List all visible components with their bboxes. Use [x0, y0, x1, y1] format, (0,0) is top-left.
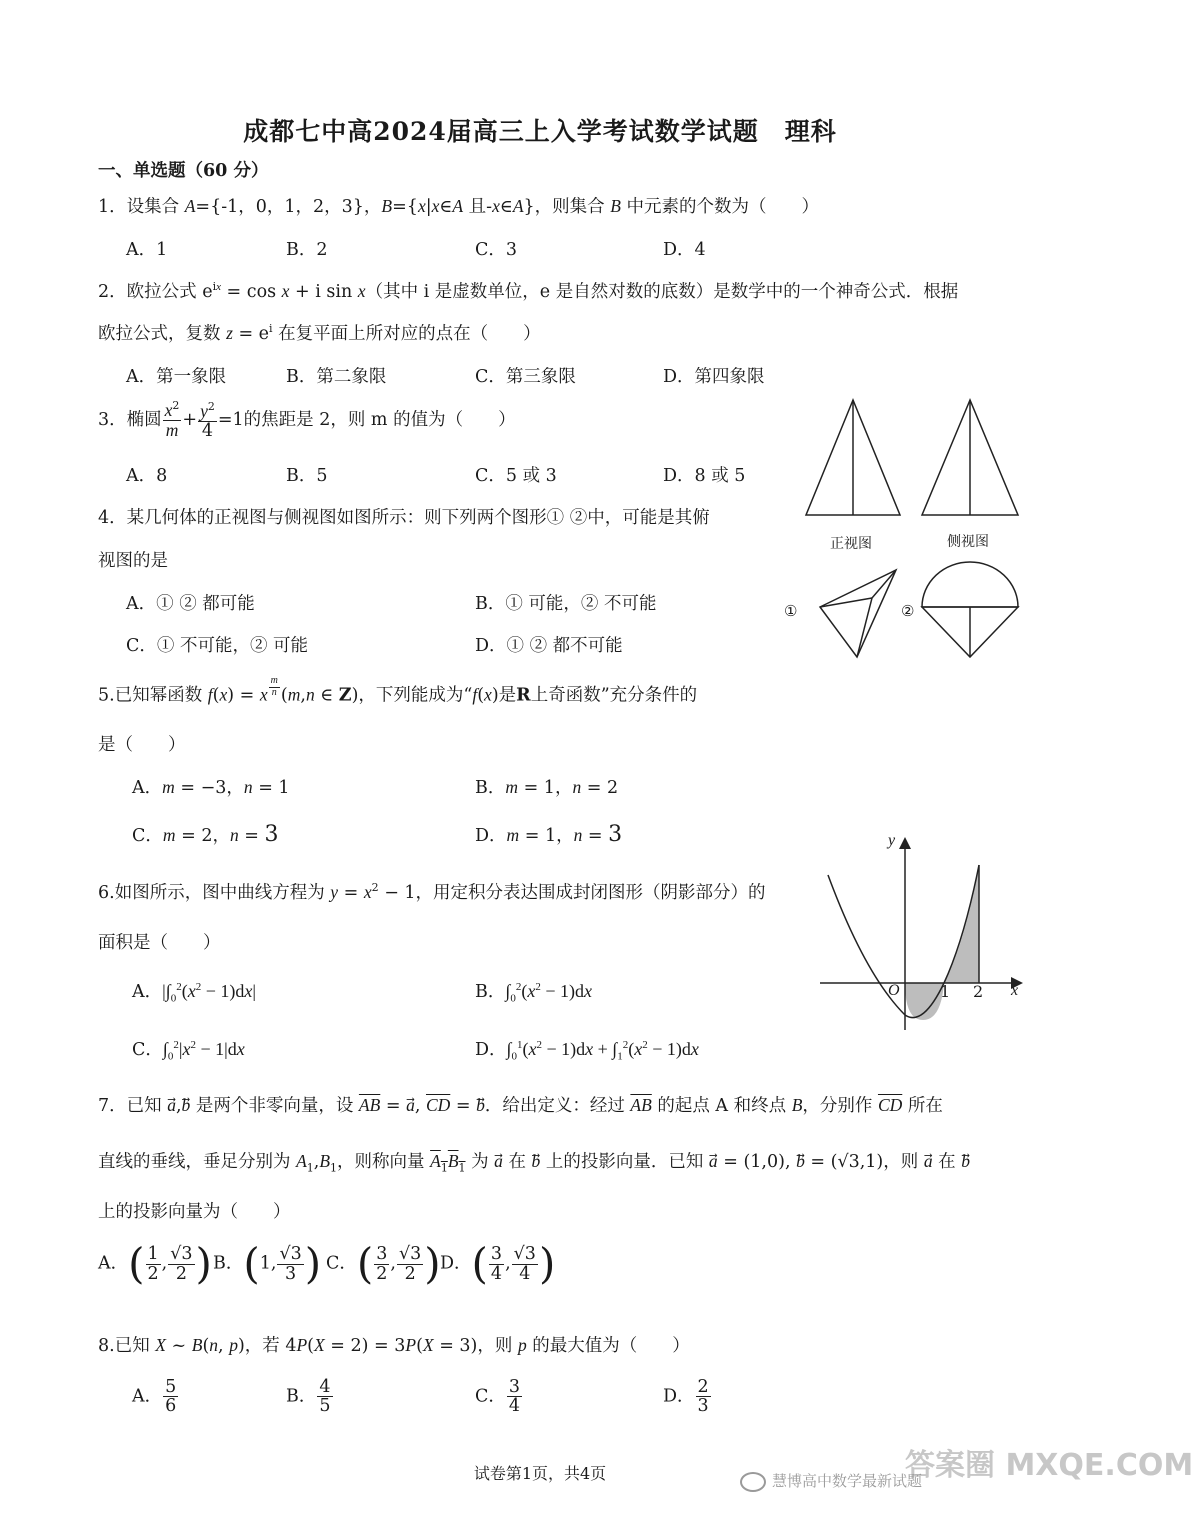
watermark-logo: 答案圈 MXQE.COM [905, 1448, 1193, 1483]
page-title: 成都七中高2024届高三上入学考试数学试题 理科 [243, 117, 837, 146]
q6-option-a: A．$|\int_0^2(x^2 - 1)dx|$ [132, 981, 256, 1005]
graph-origin-label: O [888, 982, 900, 999]
graph-tick-2: 2 [973, 982, 984, 1001]
fig2-semicircle [922, 562, 1018, 607]
graph-y-label: y [888, 832, 896, 849]
q5-option-d: D．m = 1，n = 3 [475, 822, 623, 847]
fig2-label: ② [901, 602, 915, 620]
q4-option-d: D．① ② 都不可能 [475, 636, 623, 656]
page-footer: 试卷第1页，共4页 [473, 1464, 607, 1483]
q2-option-a: A．第一象限 [126, 367, 227, 387]
question-6-line2: 面积是（ ） [98, 933, 221, 953]
side-view-label: 侧视图 [947, 534, 989, 550]
q5-option-a: A．m = −3，n = 1 [132, 777, 290, 798]
q4-option-c: C．① 不可能，② 可能 [126, 636, 309, 656]
q6-option-d: D．$\int_0^1(x^2 - 1)dx + \int_1^2(x^2 - 1)dx$ [475, 1039, 699, 1063]
fig1-line2 [872, 570, 896, 598]
question-7-line1: 7．已知 a⃗,b⃗ 是两个非零向量，设 $\overline{AB}$ = a⃗, $\overline{CD}$ = b⃗．给出定义：经过 $\overline{AB}$ 的起点 A 和终点 B，分别作 $\overline{CD}$ 所在 [98, 1095, 943, 1116]
q7-option-c: C．( $\frac{3}{2}$ , $\frac{√3}{2}$ ) [326, 1239, 441, 1288]
q2-option-c: C．第三象限 [475, 367, 576, 387]
question-2-line1: 2．欧拉公式 $e^{ix} = \cos x + i$ sin x（其中 i 是虚数单位，e 是自然对数的底数）是数学中的一个神奇公式．根据 [98, 280, 959, 302]
question-4-line2: 视图的是 [98, 551, 168, 571]
q2-option-b: B．第二象限 [286, 367, 387, 387]
fig1-label: ① [784, 602, 798, 620]
question-8: 8.已知 X ~ B(n, p)，若 4P(X = 2) = 3P(X = 3)，则 p 的最大值为（ ） [98, 1335, 690, 1356]
q3-option-a: A．8 [126, 466, 168, 486]
q1-option-c: C．3 [475, 240, 518, 260]
wechat-icon [740, 1472, 766, 1492]
q8-option-d: D． $\frac{2}{3}$ [663, 1377, 709, 1417]
q5-option-b: B．m = 1，n = 2 [475, 777, 619, 798]
q7-option-a: A．( $\frac{1}{2}$ , $\frac{√3}{2}$ ) [98, 1239, 212, 1288]
question-4-line1: 4．某几何体的正视图与侧视图如图所示：则下列两个图形① ②中，可能是其俯 [98, 508, 710, 528]
q4-option-b: B．① 可能，② 不可能 [475, 594, 657, 614]
q8-option-a: A． $\frac{5}{6}$ [132, 1377, 177, 1417]
q3-option-c: C．5 或 3 [475, 466, 557, 486]
q6-option-b: B．$\int_0^2(x^2 - 1)dx$ [475, 981, 592, 1005]
shaded-region-above [944, 867, 979, 983]
question-3: 3．椭圆 $\frac{x^2}{m}$ + $\frac{y^2}{4}$ =1的焦距是 2，则 m 的值为（ ） [98, 399, 516, 441]
q2-option-d: D．第四象限 [663, 367, 765, 387]
q3-option-d: D．8 或 5 [663, 466, 746, 486]
watermark-text: 慧博高中数学最新试题 [740, 1470, 922, 1492]
q8-option-c: C． $\frac{3}{4}$ [475, 1377, 521, 1417]
question-5-line1: 5.已知幂函数 f(x) = x $^{\frac{m}{n}}$ (m,n ∈ Z)，下列能成为“f(x)是R上奇函数”充分条件的 [98, 675, 698, 706]
graph-x-label: x [1011, 982, 1019, 999]
question-7-line2: 直线的垂线，垂足分别为 $A_1,B_1$，则称向量 $A_1B_1$ 为 a⃗ 在 b⃗ 上的投影向量．已知 a⃗ = (1,0), b⃗ = (√3,1)，则 a⃗ 在 b [98, 1151, 970, 1175]
q6-graph [820, 835, 1030, 1035]
question-7-line3: 上的投影向量为（ ） [98, 1202, 291, 1222]
q1-option-d: D．4 [663, 240, 706, 260]
q4-option-a: A．① ② 都可能 [126, 594, 255, 614]
q5-option-c: C．m = 2，n = 3 [132, 822, 279, 847]
q4-views-figure [800, 395, 1030, 665]
q8-option-b: B． $\frac{4}{5}$ [286, 1377, 331, 1417]
q7-option-d: D．( $\frac{3}{4}$ , $\frac{√3}{4}$ ) [440, 1239, 556, 1288]
q3-option-b: B．5 [286, 466, 328, 486]
question-1: 1．设集合 A={-1，0，1，2，3}，B={x|x∈A 且-x∈A}，则集合 B 中元素的个数为（ ） [98, 196, 819, 217]
parabola-curve [828, 865, 979, 1018]
q1-option-a: A．1 [126, 240, 168, 260]
question-2-line2: 欧拉公式，复数 $z = e^i$ 在复平面上所对应的点在（ ） [98, 322, 541, 344]
q6-option-c: C．$\int_0^2|x^2 - 1|dx$ [132, 1039, 245, 1063]
shaded-region-below [905, 983, 944, 1020]
front-view-label: 正视图 [830, 536, 872, 552]
q7-option-b: B．(1, $\frac{√3}{3}$ ) [213, 1239, 322, 1288]
section-heading: 一、单选题（60 分） [98, 161, 269, 181]
q1-option-b: B．2 [286, 240, 328, 260]
question-5-line2: 是（ ） [98, 735, 186, 755]
question-6-line1: 6.如图所示，图中曲线方程为 $y = x^2 - 1$，用定积分表达围成封闭图形（阴影部分）的 [98, 881, 766, 903]
graph-tick-1: 1 [940, 982, 951, 1001]
